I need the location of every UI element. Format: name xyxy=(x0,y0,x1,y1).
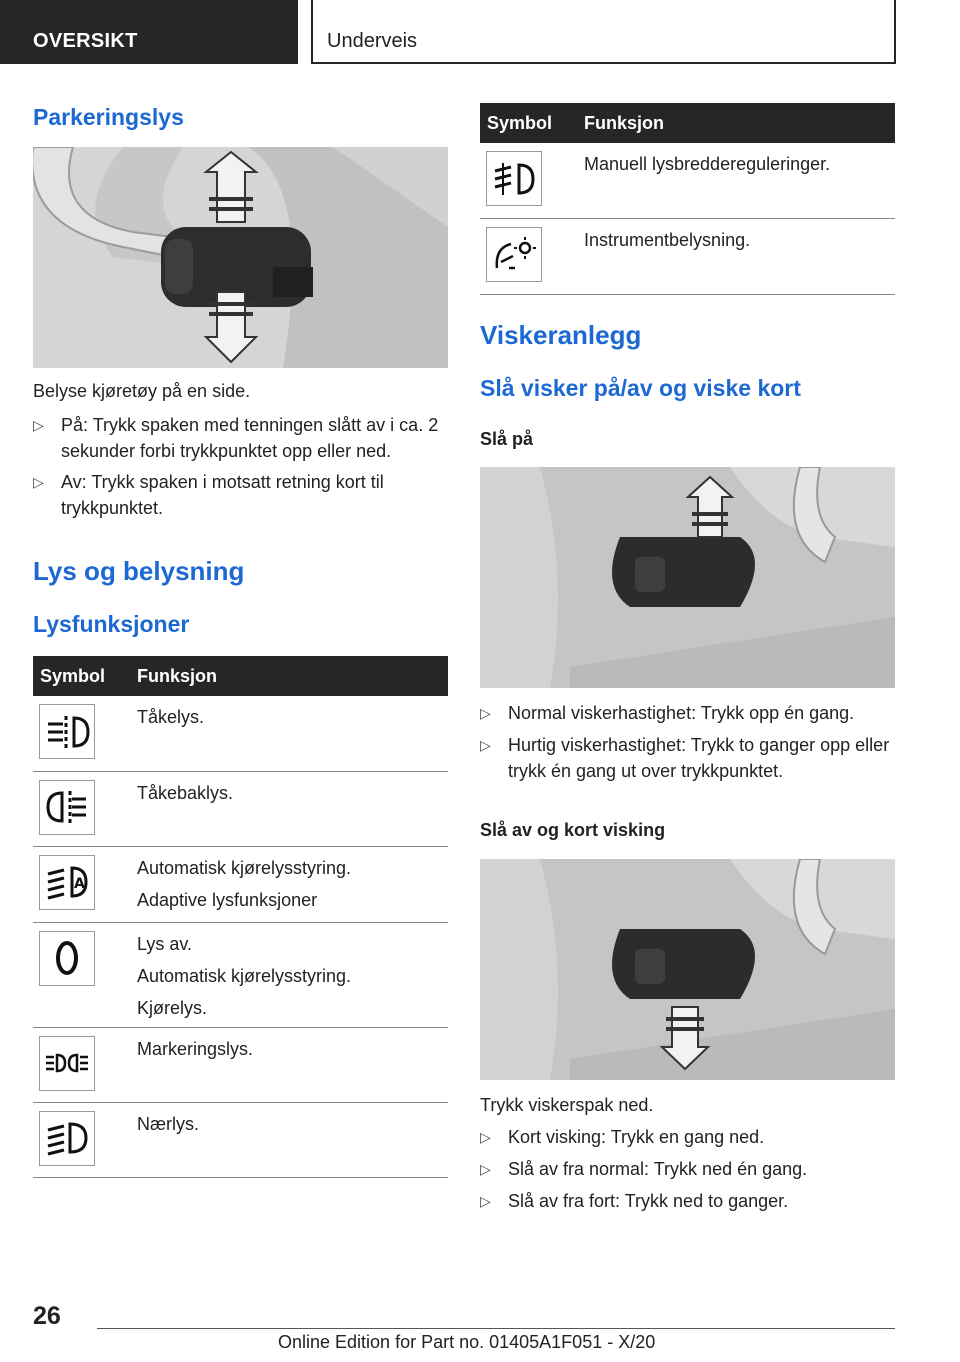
light-functions-table-continued xyxy=(480,103,895,295)
function-text: Automatisk kjørelysstyring. xyxy=(137,965,352,986)
parking-lever-photo xyxy=(33,147,448,368)
rear-fog-light-icon xyxy=(39,780,95,835)
page-header xyxy=(0,0,960,66)
bullet-triangle-icon: ▷ xyxy=(33,417,44,433)
wiper-on-bullet-fast: ▷ Hurtig viskerhastighet: Trykk to ganger opp eller trykk én gang ut over trykkpunktet. xyxy=(480,732,895,784)
function-text: Automatisk kjørelysstyring. xyxy=(137,857,352,878)
bullet-triangle-icon: ▷ xyxy=(480,737,491,753)
light-functions-title: Lysfunksjoner xyxy=(33,611,190,637)
wiper-off-bullet-normal: ▷ Slå av fra normal: Trykk ned én gang. xyxy=(480,1156,895,1182)
function-text: Tåkebaklys. xyxy=(137,782,234,803)
wiper-title: Viskeranlegg xyxy=(480,320,642,350)
table-row xyxy=(33,922,448,1027)
wiper-off-bullet-fast: ▷ Slå av fra fort: Trykk ned to ganger. xyxy=(480,1188,895,1214)
function-text: Lys av. xyxy=(137,933,193,954)
parking-bullet-on: ▷ På: Trykk spaken med tenningen slått av i ca. 2 sekunder forbi trykkpunktet opp eller ned. xyxy=(33,412,448,464)
function-text: Markeringslys. xyxy=(137,1038,254,1059)
bullet-triangle-icon: ▷ xyxy=(480,1193,491,1209)
headlight-range-icon xyxy=(486,151,542,206)
parking-light-title: Parkeringslys xyxy=(33,104,184,130)
function-text: Instrumentbelysning. xyxy=(584,229,751,250)
table-row xyxy=(33,771,448,846)
fog-light-icon xyxy=(39,704,95,759)
wiper-off-title: Slå av og kort visking xyxy=(480,820,666,840)
function-text: Tåkelys. xyxy=(137,707,205,727)
col-function-header: Funksjon xyxy=(137,656,448,696)
col-symbol-header: Symbol xyxy=(33,656,137,696)
bullet-triangle-icon: ▷ xyxy=(480,705,491,721)
svg-text:A: A xyxy=(74,876,85,892)
page-number: 26 xyxy=(33,1302,61,1330)
function-text: Kjørelys. xyxy=(137,997,208,1018)
function-text: Adaptive lysfunksjoner xyxy=(137,889,318,910)
wiper-subtitle: Slå visker på/av og viske kort xyxy=(480,375,801,401)
parking-light-icon xyxy=(39,1036,95,1091)
bullet-triangle-icon: ▷ xyxy=(480,1161,491,1177)
bullet-triangle-icon: ▷ xyxy=(480,1129,491,1145)
col-symbol-header: Symbol xyxy=(480,103,584,143)
function-text: Manuell lysbreddereguleringer. xyxy=(584,154,831,174)
table-row xyxy=(480,218,895,294)
parking-intro: Belyse kjøretøy på en side. xyxy=(33,381,251,401)
wiper-off-bullet-short: ▷ Kort visking: Trykk en gang ned. xyxy=(480,1124,895,1150)
table-row xyxy=(33,696,448,771)
lights-off-icon xyxy=(39,931,95,986)
col-function-header: Funksjon xyxy=(584,103,895,143)
low-beam-icon xyxy=(39,1111,95,1166)
footer-divider xyxy=(97,1328,895,1329)
tab-oversikt[interactable]: OVERSIKT xyxy=(0,0,298,64)
wiper-on-bullet-normal: ▷ Normal viskerhastighet: Trykk opp én gang. xyxy=(480,700,895,726)
light-functions-table xyxy=(33,656,448,1178)
footer-edition: Online Edition for Part no. 01405A1F051 - X/20 xyxy=(278,1332,656,1352)
parking-bullet-off: ▷ Av: Trykk spaken i motsatt retning kort til trykkpunktet. xyxy=(33,469,448,521)
table-row xyxy=(33,846,448,922)
table-row xyxy=(480,143,895,218)
auto-headlight-icon xyxy=(39,855,95,910)
instrument-lighting-icon xyxy=(486,227,542,282)
wiper-on-title: Slå på xyxy=(480,429,534,449)
function-text: Nærlys. xyxy=(137,1113,199,1134)
wiper-on-photo xyxy=(480,467,895,688)
bullet-triangle-icon: ▷ xyxy=(33,474,44,490)
table-row xyxy=(33,1027,448,1102)
wiper-off-intro: Trykk viskerspak ned. xyxy=(480,1095,654,1115)
wiper-off-photo xyxy=(480,859,895,1080)
table-row xyxy=(33,1102,448,1177)
tab-underveis[interactable]: Underveis xyxy=(311,0,896,64)
lights-title: Lys og belysning xyxy=(33,556,245,586)
